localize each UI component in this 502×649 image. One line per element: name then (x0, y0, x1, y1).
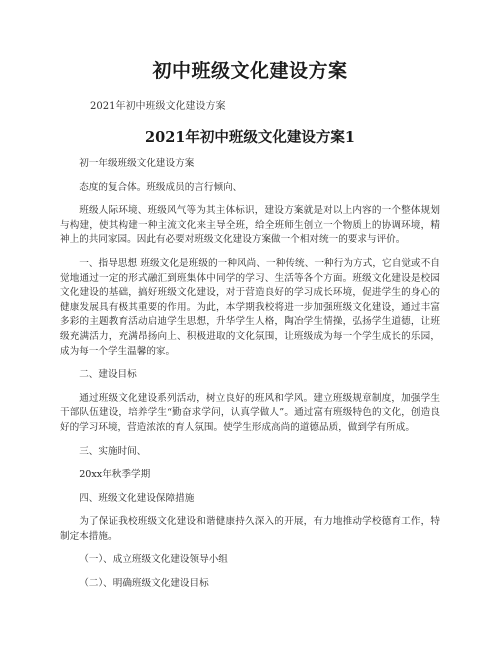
paragraph-environment: 班级人际环境、班级风气等为其主体标识，建设方案就是对以上内容的一个整体规划与构建，使其构建一种主流文化来主导全班，给全班师生创立一个物质上的协调环境，精神上的共同家园。因此有必要对班级文化建设方案做一个相对统一的要求与评价。 (60, 205, 440, 246)
paragraph-measures: 为了保证我校班级文化建设和谐健康持久深入的开展，有力地推动学校德育工作，特制定本措施。 (60, 516, 440, 542)
section-heading: 2021年初中班级文化建设方案1 (145, 129, 355, 146)
paragraph-attitude: 态度的复合体。班级成员的言行倾向、 (79, 181, 243, 193)
document-subtitle: 2021年初中班级文化建设方案 (90, 101, 226, 112)
paragraph-semester: 20xx年秋季学期 (79, 469, 151, 481)
paragraph-goals: 通过班级文化建设系列活动，树立良好的班风和学风。建立班级规章制度，加强学生干部队伍建设，培养学生“勤奋求学问，认真学做人”。通过富有班级特色的文化，创造良好的学习环境，营造浓浓的育人氛围。使学生形成高尚的道德品质，做到学有所成。 (60, 392, 440, 433)
paragraph-leadership-group: （一）、成立班级文化建设领导小组 (79, 554, 228, 566)
paragraph-time-heading: 三、实施时间、 (79, 445, 147, 457)
paragraph-measures-heading: 四、班级文化建设保障措施 (79, 492, 195, 504)
document-title: 初中班级文化建设方案 (152, 60, 348, 82)
paragraph-grade-plan: 初一年级班级文化建设方案 (79, 158, 195, 169)
paragraph-goals-heading: 二、建设目标 (79, 369, 137, 381)
paragraph-clarify-goals: （二）、明确班级文化建设目标 (79, 578, 209, 590)
paragraph-guiding-ideology: 一、指导思想 班级文化是班级的一种风尚、一种传统、一种行为方式，它自觉或不自觉地通过一定的形式融汇到班集体中同学的学习、生活等各个方面。班级文化建设是校园文化建设的基础，搞好班级文化建设，对于营造良好的学习成长环境，促进学生的身心的健康发展具有极其重要的作用。为此，本学期我校将进一步加强班级文化建设，通过丰富多彩的主题教育活动启迪学生思想，升华学生人格，陶冶学生情操，弘扬学生道德，让班级充满活力，充满昂扬向上、积极进取的文化氛围，让班级成为每一个学生成长的乐园，成为每一个学生温馨的家。 (60, 257, 440, 357)
